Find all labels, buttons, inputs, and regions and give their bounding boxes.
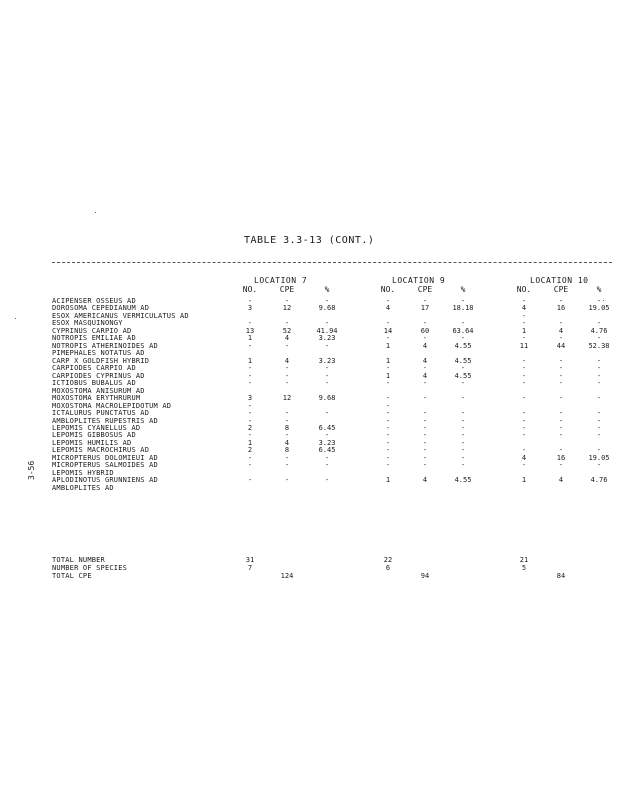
table-cell: - <box>385 379 391 388</box>
table-cell: - <box>385 453 391 462</box>
table-cell: - <box>422 297 428 305</box>
table-cell: - <box>247 364 253 373</box>
table-cell: - <box>460 438 466 447</box>
table-cell: 4 <box>284 334 290 343</box>
table-cell: - <box>284 379 290 388</box>
table-cell: 1 <box>385 371 391 380</box>
table-cell: - <box>385 446 391 455</box>
table-cell: 8 <box>284 423 290 432</box>
table-cell: - <box>558 431 564 440</box>
table-cell: - <box>247 476 253 485</box>
table-cell: - <box>247 416 253 425</box>
table-cell: - <box>284 476 290 485</box>
table-cell: - <box>385 319 391 328</box>
table-cell: - <box>284 409 290 418</box>
table-cell: - <box>596 371 602 380</box>
table-cell: - <box>460 461 466 470</box>
table-cell: - <box>558 319 564 328</box>
table-cell: - <box>284 431 290 440</box>
totals-value: 84 <box>556 572 566 580</box>
table-cell: 1 <box>385 356 391 365</box>
table-cell: - <box>324 461 330 470</box>
table-cell: 4 <box>422 356 428 365</box>
table-cell: - <box>521 319 527 328</box>
table-cell: - <box>247 409 253 418</box>
table-cell: - <box>247 401 253 410</box>
table-cell: - <box>324 364 330 373</box>
table-cell: - <box>422 461 428 470</box>
table-cell: - <box>422 446 428 455</box>
table-cell: - <box>422 319 428 328</box>
table-cell: - <box>460 319 466 328</box>
species-name: MOXOSTOMA MACROLEPIDOTUM AD <box>52 401 172 410</box>
table-cell: - <box>596 409 602 418</box>
table-cell: - <box>422 394 428 403</box>
table-cell: - <box>284 319 290 328</box>
table-cell: - <box>521 409 527 418</box>
table-cell: - <box>324 476 330 485</box>
table-cell: - <box>385 394 391 403</box>
table-cell: 1 <box>247 438 253 447</box>
loc10-cpe-header: CPE <box>553 285 569 294</box>
species-name: LEPOMIS GIBBOSUS AD <box>52 431 136 440</box>
table-cell: - <box>460 431 466 440</box>
totals-row <box>0 556 618 564</box>
table-cell: - <box>385 416 391 425</box>
totals-block <box>0 556 618 580</box>
table-cell: - <box>422 364 428 373</box>
loc7-no-header: NO. <box>242 285 258 294</box>
table-cell: 3 <box>247 304 253 313</box>
table-cell: - <box>460 297 466 305</box>
table-cell: - <box>521 356 527 365</box>
table-cell: - <box>558 394 564 403</box>
table-cell: - <box>247 371 253 380</box>
table-cell: 19.05 <box>588 453 610 462</box>
table-cell: - <box>596 379 602 388</box>
table-cell: 18.18 <box>452 304 474 313</box>
table-cell: - <box>558 416 564 425</box>
table-cell: 4 <box>422 341 428 350</box>
table-cell: 12 <box>282 394 292 403</box>
scan-speck <box>603 300 604 301</box>
totals-value: 7 <box>247 564 253 572</box>
table-cell: - <box>596 461 602 470</box>
table-cell: 3.23 <box>318 356 336 365</box>
species-table-body <box>0 298 618 492</box>
table-cell: - <box>521 311 527 320</box>
location-10-label: LOCATION 10 <box>530 276 589 285</box>
table-cell: - <box>521 394 527 403</box>
table-cell: - <box>558 446 564 455</box>
table-cell: 2 <box>247 446 253 455</box>
totals-value: 124 <box>280 572 294 580</box>
table-cell: 52 <box>282 326 292 335</box>
table-cell: - <box>558 297 564 305</box>
table-cell: 14 <box>383 326 393 335</box>
table-cell: - <box>596 416 602 425</box>
table-cell: - <box>247 461 253 470</box>
table-cell: - <box>247 341 253 350</box>
species-name: LEPOMIS CYANELLUS AD <box>52 423 141 432</box>
table-cell: 60 <box>420 326 430 335</box>
loc7-pct-header: % <box>324 285 330 294</box>
table-cell: 4.55 <box>454 371 472 380</box>
table-cell: - <box>284 297 290 305</box>
species-name: ICTALURUS PUNCTATUS AD <box>52 409 150 418</box>
table-cell: - <box>596 319 602 328</box>
table-cell: 4.55 <box>454 476 472 485</box>
table-cell: - <box>558 334 564 343</box>
species-name: APLODINOTUS GRUNNIENS AD <box>52 476 158 485</box>
table-cell: - <box>422 334 428 343</box>
species-name: CARPIODES CARPIO AD <box>52 364 136 373</box>
table-cell: - <box>558 409 564 418</box>
species-name: MICROPTERUS SALMOIDES AD <box>52 461 158 470</box>
table-cell: 3.23 <box>318 334 336 343</box>
loc10-no-header: NO. <box>516 285 532 294</box>
table-cell: 4.55 <box>454 356 472 365</box>
species-name: NOTROPIS ATHERINOIDES AD <box>52 341 158 350</box>
table-cell: - <box>460 423 466 432</box>
table-cell: - <box>422 416 428 425</box>
location-9-label: LOCATION 9 <box>392 276 446 285</box>
species-name: PIMEPHALES NOTATUS AD <box>52 349 145 358</box>
table-cell: - <box>521 297 527 305</box>
species-name: LEPOMIS HYBRID <box>52 468 114 477</box>
table-cell: 4 <box>284 438 290 447</box>
table-cell: - <box>247 297 253 305</box>
table-cell: - <box>596 364 602 373</box>
table-cell: - <box>521 461 527 470</box>
table-cell: - <box>558 364 564 373</box>
species-name: CARP X GOLDFISH HYBRID <box>52 356 150 365</box>
species-name: MOXOSTOMA ERYTHRURUM <box>52 394 141 403</box>
table-cell: - <box>422 379 428 388</box>
table-cell: - <box>422 431 428 440</box>
table-cell: 44 <box>556 341 566 350</box>
species-name: MOXOSTOMA ANISURUM AD <box>52 386 145 395</box>
totals-row <box>0 572 618 580</box>
location-7-label: LOCATION 7 <box>254 276 308 285</box>
table-cell: - <box>596 334 602 343</box>
table-cell: - <box>324 379 330 388</box>
species-name: AMBLOPLITES RUPESTRIS AD <box>52 416 158 425</box>
table-cell: - <box>596 394 602 403</box>
loc7-cpe-header: CPE <box>279 285 295 294</box>
table-cell: - <box>521 446 527 455</box>
table-cell: - <box>596 356 602 365</box>
table-cell: - <box>324 431 330 440</box>
table-cell: 11 <box>519 341 529 350</box>
table-cell: - <box>558 379 564 388</box>
table-cell: - <box>247 319 253 328</box>
table-cell: 12 <box>282 304 292 313</box>
table-cell: - <box>422 423 428 432</box>
table-cell: - <box>558 461 564 470</box>
table-cell: 4 <box>422 476 428 485</box>
table-cell: - <box>385 461 391 470</box>
scan-speck <box>15 318 16 319</box>
table-cell: - <box>521 334 527 343</box>
loc10-pct-header: % <box>596 285 602 294</box>
table-cell: 6.45 <box>318 423 336 432</box>
table-cell: - <box>385 401 391 410</box>
table-cell: - <box>324 341 330 350</box>
table-cell: 4 <box>558 476 564 485</box>
header-rule <box>52 262 612 263</box>
species-name: ESOX AMERICANUS VERMICULATUS AD <box>52 311 189 320</box>
table-cell: 4 <box>385 304 391 313</box>
species-name: ESOX MASQUINONGY <box>52 319 123 328</box>
page-side-label: 3-56 <box>27 460 36 480</box>
loc9-cpe-header: CPE <box>417 285 433 294</box>
species-name: ICTIOBUS BUBALUS AD <box>52 379 136 388</box>
table-cell: - <box>324 409 330 418</box>
table-cell: - <box>558 423 564 432</box>
table-cell: 2 <box>247 423 253 432</box>
table-cell: - <box>247 453 253 462</box>
totals-value: 5 <box>521 564 527 572</box>
table-cell: - <box>521 431 527 440</box>
table-cell: 16 <box>556 453 566 462</box>
totals-value: 94 <box>420 572 430 580</box>
table-cell: - <box>324 371 330 380</box>
table-cell: 41.94 <box>316 326 338 335</box>
totals-row <box>0 564 618 572</box>
table-cell: - <box>596 431 602 440</box>
table-cell: - <box>460 379 466 388</box>
totals-label: NUMBER OF SPECIES <box>52 564 128 572</box>
table-cell: - <box>385 431 391 440</box>
table-cell: 4 <box>521 304 527 313</box>
table-cell: - <box>284 461 290 470</box>
table-cell: 63.64 <box>452 326 474 335</box>
totals-value: 21 <box>519 556 529 564</box>
table-cell: - <box>284 416 290 425</box>
species-name: LEPOMIS MACROCHIRUS AD <box>52 446 150 455</box>
species-name: ACIPENSER OSSEUS AD <box>52 297 136 305</box>
table-cell: - <box>460 334 466 343</box>
table-cell: 6.45 <box>318 446 336 455</box>
table-cell: - <box>596 446 602 455</box>
table-cell: 3.23 <box>318 438 336 447</box>
table-cell: - <box>247 379 253 388</box>
table-cell: 1 <box>247 356 253 365</box>
loc9-no-header: NO. <box>380 285 396 294</box>
table-cell: 8 <box>284 446 290 455</box>
table-title: TABLE 3.3-13 (CONT.) <box>244 235 375 246</box>
table-cell: 1 <box>521 326 527 335</box>
totals-value: 6 <box>385 564 391 572</box>
table-cell: - <box>422 409 428 418</box>
table-cell: - <box>460 453 466 462</box>
table-cell: - <box>385 297 391 305</box>
totals-label: TOTAL NUMBER <box>52 556 105 564</box>
table-cell: - <box>460 364 466 373</box>
table-cell: - <box>422 453 428 462</box>
species-name: MICROPTERUS DOLOMIEUI AD <box>52 453 158 462</box>
table-cell: 19.05 <box>588 304 610 313</box>
table-cell: 4 <box>521 453 527 462</box>
species-name: CARPIODES CYPRINUS AD <box>52 371 145 380</box>
table-cell: - <box>284 371 290 380</box>
table-cell: 4 <box>422 371 428 380</box>
table-row <box>0 485 618 492</box>
table-cell: - <box>422 438 428 447</box>
table-cell: - <box>521 371 527 380</box>
table-cell: - <box>596 297 602 305</box>
table-cell: - <box>521 423 527 432</box>
table-cell: - <box>521 379 527 388</box>
table-cell: - <box>460 416 466 425</box>
table-cell: - <box>385 364 391 373</box>
table-cell: - <box>324 453 330 462</box>
species-name: NOTROPIS EMILIAE AD <box>52 334 136 343</box>
table-cell: - <box>460 446 466 455</box>
table-cell: - <box>385 438 391 447</box>
table-cell: - <box>324 319 330 328</box>
table-cell: 4 <box>558 326 564 335</box>
table-cell: 1 <box>385 341 391 350</box>
table-cell: 1 <box>247 334 253 343</box>
table-cell: - <box>247 431 253 440</box>
table-cell: 9.68 <box>318 394 336 403</box>
table-cell: - <box>385 334 391 343</box>
scan-speck <box>95 212 96 213</box>
table-cell: 9.68 <box>318 304 336 313</box>
table-cell: - <box>558 371 564 380</box>
loc9-pct-header: % <box>460 285 466 294</box>
table-cell: - <box>385 423 391 432</box>
table-cell: - <box>460 409 466 418</box>
table-cell: - <box>284 341 290 350</box>
table-cell: 52.38 <box>588 341 610 350</box>
totals-value: 31 <box>245 556 255 564</box>
table-cell: 3 <box>247 394 253 403</box>
table-cell: 1 <box>521 476 527 485</box>
species-name: LEPOMIS HUMILIS AD <box>52 438 132 447</box>
table-cell: - <box>460 394 466 403</box>
table-cell: 17 <box>420 304 430 313</box>
table-cell: 4.76 <box>590 476 608 485</box>
species-name: AMBLOPLITES AD <box>52 483 114 492</box>
table-cell: - <box>385 409 391 418</box>
species-name: DOROSOMA CEPEDIANUM AD <box>52 304 150 313</box>
table-cell: 16 <box>556 304 566 313</box>
table-cell: - <box>558 356 564 365</box>
table-cell: - <box>284 453 290 462</box>
table-cell: - <box>596 423 602 432</box>
table-cell: - <box>324 297 330 305</box>
table-cell: - <box>521 364 527 373</box>
table-cell: - <box>284 364 290 373</box>
table-cell: 13 <box>245 326 255 335</box>
table-cell: 4 <box>284 356 290 365</box>
table-cell: 4.55 <box>454 341 472 350</box>
table-cell: 1 <box>385 476 391 485</box>
totals-label: TOTAL CPE <box>52 572 92 580</box>
table-cell: 4.76 <box>590 326 608 335</box>
table-cell: - <box>521 416 527 425</box>
totals-value: 22 <box>383 556 393 564</box>
species-name: CYPRINUS CARPIO AD <box>52 326 132 335</box>
